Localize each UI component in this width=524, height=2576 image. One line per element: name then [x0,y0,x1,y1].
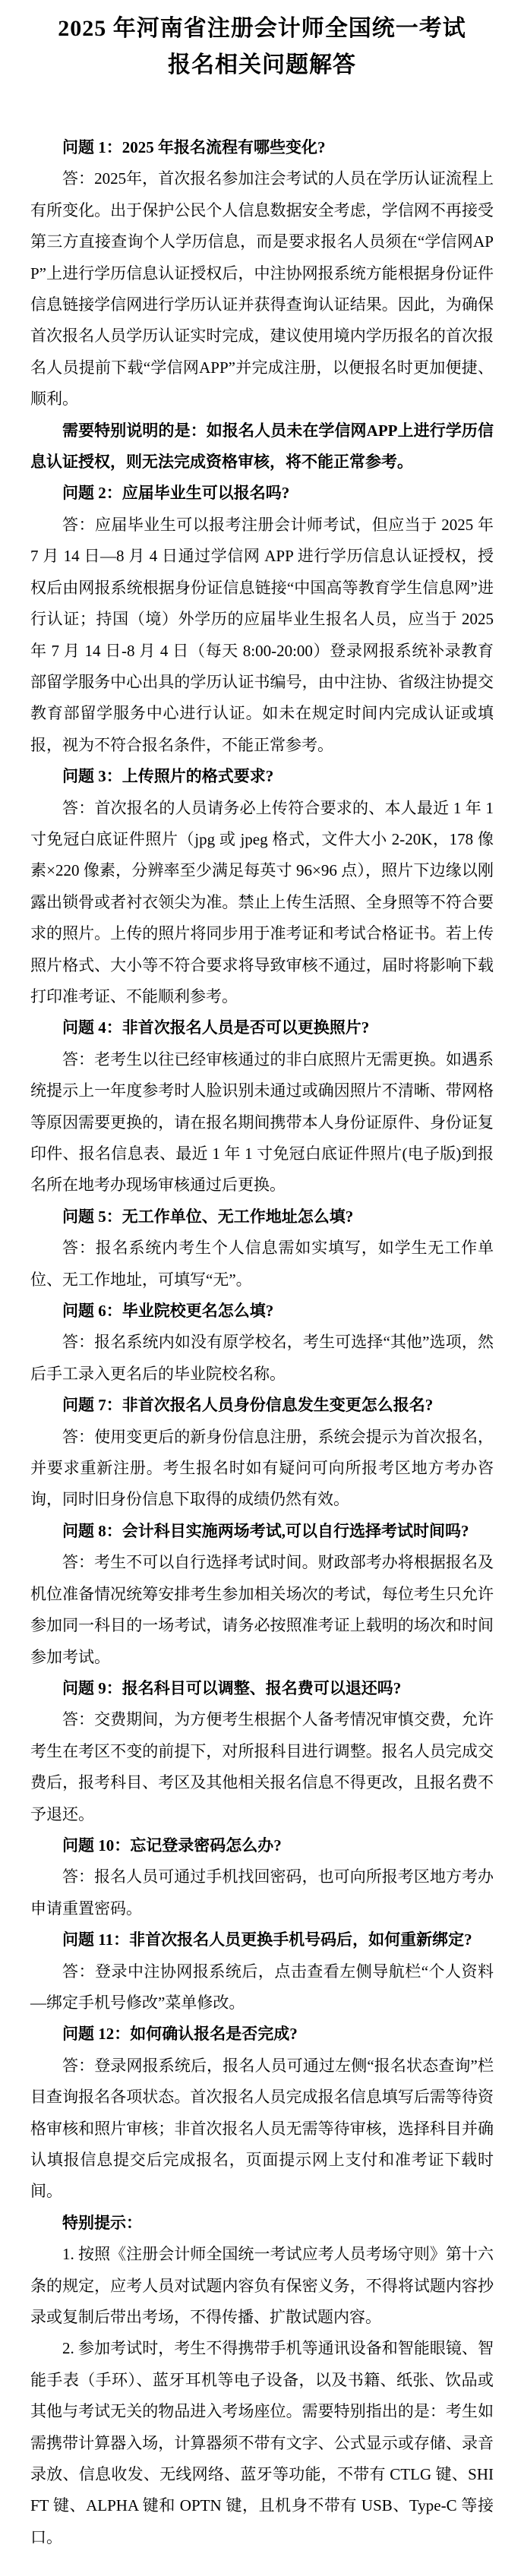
answer-2: 答：应届毕业生可以报考注册会计师考试，但应当于 2025 年 7 月 14 日—8 月 4 日通过学信网 APP 进行学历信息认证授权，授权后由网报系统根据身份证信息链接“中国高等教育学生信息网”进行认证；持国（境）外学历的应届毕业生报名人员，应当于 2025 年 7 月 14 日-8 月 4 日（每天 8:00-20:00）登录网报系统补录教育部留学服务中心出具的学历认证书编号，由中注协、省级注协提交教育部留学服务中心进行认证。如未在规定时间内完成认证或填报，视为不符合报名条件，不能正常参考。 [30,515,494,754]
answer-8: 答：考生不可以自行选择考试时间。财政部考办将根据报名及机位准备情况统筹安排考生参加相关场次的考试，每位考生只允许参加同一科目的一场考试，请务必按照准考证上载明的场次和时间参加考试。 [30,1553,494,1666]
answer-4: 答：老考生以往已经审核通过的非白底照片无需更换。如遇系统提示上一年度参考时人脸识别未通过或确因照片不清晰、带网格等原因需要更换的，请在报名期间携带本人身份证原件、身份证复印件、报名信息表、最近 1 年 1 寸免冠白底证件照片(电子版)到报名所在地考办现场审核通过后更换。 [30,1050,494,1195]
title-line-1: 2025 年河南省注册会计师全国统一考试 [58,16,466,41]
answer-12: 答：登录网报系统后，报名人员可通过左侧“报名状态查询”栏目查询报名各项状态。首次报名人员完成报名信息填写后需等待资格审核和照片审核；非首次报名人员无需等待审核，选择科目并确认填报信息提交后完成报名，页面提示网上支付和准考证下载时间。 [30,2056,494,2201]
answer-1: 答：2025年，首次报名参加注会考试的人员在学历认证流程上有所变化。出于保护公民个人信息数据安全考虑，学信网不再接受第三方直接查询个人学历信息，而是要求报名人员须在“学信网APP”上进行学历信息认证授权后，中注协网报系统方能根据身份证件信息链接学信网进行学历认证并获得查询认证结果。因此，为确保首次报名人员学历认证实时完成，建议使用境内学历报名的首次报名人员提前下载“学信网APP”并完成注册，以便报名时更加便捷、顺利。 [30,169,494,409]
question-7: 问题 7：非首次报名人员身份信息发生变更怎么报名? [62,1396,434,1415]
answer-11: 答：登录中注协网报系统后，点击查看左侧导航栏“个人资料—绑定手机号修改”菜单修改。 [30,1962,494,2012]
question-5: 问题 5：无工作单位、无工作地址怎么填? [62,1207,354,1226]
question-10: 问题 10：忘记登录密码怎么办? [62,1836,282,1855]
question-1: 问题 1：2025 年报名流程有哪些变化? [62,138,326,156]
question-12: 问题 12：如何确认报名是否完成? [62,2025,298,2044]
answer-5: 答：报名系统内考生个人信息需如实填写，如学生无工作单位、无工作地址，可填写“无”。 [30,1239,494,1289]
answer-9: 答：交费期间，为方便考生根据个人备考情况审慎交费，允许考生在考区不变的前提下，对所报科目进行调整。报名人员完成交费后，报考科目、考区及其他相关报名信息不得更改，且报名费不予退还。 [30,1710,494,1823]
special-tips-heading: 特别提示： [62,2213,142,2232]
document-title [30,11,494,84]
title-line-2: 报名相关问题解答 [168,52,356,77]
question-9: 问题 9：报名科目可以调整、报名费可以退还吗? [62,1678,402,1697]
answer-6: 答：报名系统内如没有原学校名，考生可选择“其他”选项，然后手工录入更名后的毕业院校名称。 [30,1333,494,1383]
question-8: 问题 8：会计科目实施两场考试,可以自行选择考试时间吗? [62,1521,469,1540]
answer-10: 答：报名人员可通过手机找回密码，也可向所报考区地方考办申请重置密码。 [30,1867,494,1918]
question-6: 问题 6：毕业院校更名怎么填? [62,1302,274,1321]
tip-item-2: 2. 参加考试时，考生不得携带手机等通讯设备和智能眼镜、智能手表（手环）、蓝牙耳机等电子设备，以及书籍、纸张、饮品或其他与考试无关的物品进入考场座位。需要特别指出的是：考生如需携带计算器入场，计算器须不带有文字、公式显示或存储、录音录放、信息收发、无线网络、蓝牙等功能，不带有 CTLG 键、SHIFT 键、ALPHA 键和 OPTN 键，且机身不带有 USB、Type-C 等接口。 [30,2339,494,2546]
question-2: 问题 2：应届毕业生可以报名吗? [62,484,290,503]
question-11: 问题 11：非首次报名人员更换手机号码后，如何重新绑定? [62,1930,472,1949]
question-3: 问题 3：上传照片的格式要求? [62,767,274,786]
special-note: 需要特别说明的是：如报名人员未在学信网APP上进行学历信息认证授权，则无法完成资格审核，将不能正常参考。 [30,421,494,472]
answer-3: 答：首次报名的人员请务必上传符合要求的、本人最近 1 年 1 寸免冠白底证件照片（jpg 或 jpeg 格式，文件大小 2-20K，178 像素×220 像素，分辨率至少满足每英寸 96×96 点），照片下边缘以刚露出锁骨或者衬衣领尖为准。禁止上传生活照、全身照等不符合要求的照片。上传的照片将同步用于准考证和考试合格证书。若上传照片格式、大小等不符合要求将导致审核不通过，届时将影响下载打印准考证、不能顺利参考。 [30,798,494,1005]
answer-7: 答：使用变更后的新身份信息注册，系统会提示为首次报名，并要求重新注册。考生报名时如有疑问可向所报考区地方考办咨询，同时旧身份信息下取得的成绩仍然有效。 [30,1427,494,1509]
question-4: 问题 4：非首次报名人员是否可以更换照片? [62,1018,370,1037]
tip-item-1: 1. 按照《注册会计师全国统一考试应考人员考场守则》第十六条的规定，应考人员对试题内容负有保密义务，不得将试题内容抄录或复制后带出考场，不得传播、扩散试题内容。 [30,2245,494,2327]
faq-content [30,132,494,2553]
